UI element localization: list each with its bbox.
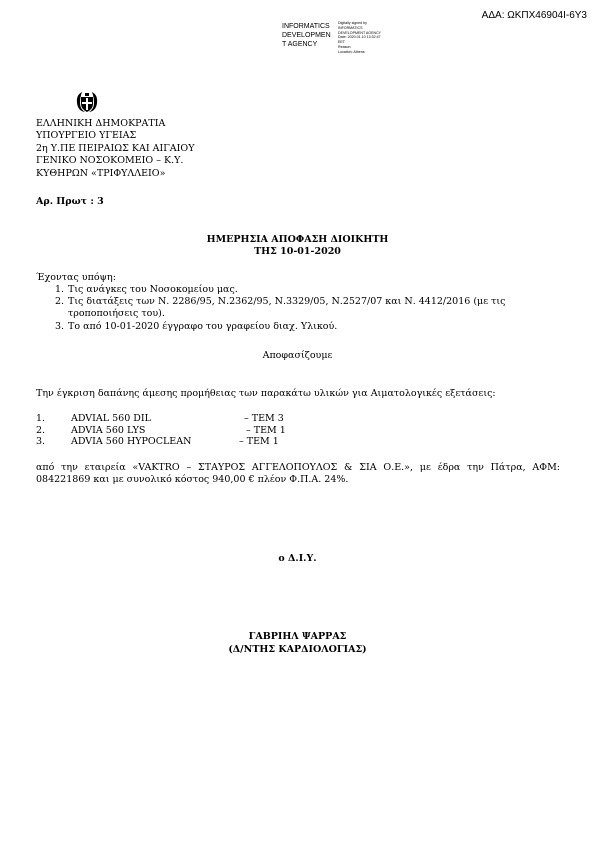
material-quantity: – TEM 3 — [244, 413, 284, 424]
greek-emblem-icon — [74, 89, 100, 115]
list-item — [36, 321, 558, 333]
signer-name: ΓΑΒΡΙΗΛ ΨΑΡΡΑΣ — [248, 631, 347, 642]
list-item-number: 2. — [55, 296, 65, 308]
decision-heading: Αποφασίζουμε — [262, 350, 333, 361]
list-item — [36, 284, 558, 296]
signer-title: (Δ/ΝΤΗΣ ΚΑΡΔΙΟΛΟΓΙΑΣ) — [228, 644, 367, 655]
header-line: ΓΕΝΙΚΟ ΝΟΣΟΚΟΜΕΙΟ – Κ.Υ. — [36, 155, 184, 167]
list-item-text: Το από 10-01-2020 έγγραφο του γραφείου διαχ. Υλικού. — [68, 320, 338, 332]
signature-detail-line: EET — [338, 40, 345, 45]
material-name: ADVIA 560 LYS — [71, 424, 146, 436]
material-number: 2. — [36, 424, 46, 436]
header-line: 2η Υ.ΠΕ ΠΕΙΡΑΙΩΣ ΚΑΙ ΑΙΓΑΙΟΥ — [36, 142, 195, 154]
agency-line: T AGENCY — [282, 41, 318, 48]
signature-agency — [282, 22, 331, 49]
signature-detail-line: Date: 2020.01.10 13:32:47 — [338, 35, 381, 40]
material-name: ADVIAL 560 DIL — [71, 413, 151, 424]
list-item — [36, 296, 558, 320]
list-item-text: Τις διατάξεις των Ν. 2286/95, Ν.2362/95, Ν.3329/05, Ν.2527/07 και Ν. 4412/2016 (με τις τροποποιήσεις του). — [68, 296, 506, 320]
document-date: ΤΗΣ 10-01-2020 — [254, 246, 341, 257]
document-title: ΗΜΕΡΗΣΙΑ ΑΠΟΦΑΣΗ ΔΙΟΙΚΗΤΗ — [206, 234, 389, 245]
agency-line: DEVELOPMEN — [282, 32, 331, 39]
agency-line: INFORMATICS — [282, 23, 330, 30]
signature-detail-line: INFORMATICS — [338, 25, 363, 30]
signature-detail-line: DEVELOPMENT AGENCY — [338, 30, 382, 35]
ada-code: ΑΔΑ: ΩΚΠΧ46904Ι-6Υ3 — [481, 10, 587, 21]
signer-role: ο Δ.Ι.Υ. — [278, 553, 317, 564]
material-quantity: – TEM 1 — [239, 436, 279, 447]
signature-block — [0, 630, 595, 656]
material-quantity: – TEM 1 — [246, 424, 286, 436]
signature-detail-line: Reason: — [338, 44, 352, 49]
header-line: ΚΥΘΗΡΩΝ «ΤΡΙΦΥΛΛΕΙΟ» — [36, 167, 166, 179]
list-item-text: Τις ανάγκες του Νοσοκομείου μας. — [68, 284, 238, 295]
material-number: 3. — [36, 436, 46, 447]
material-number: 1. — [36, 413, 46, 424]
given-label: Έχοντας υπόψη: — [36, 272, 116, 283]
approval-text: Την έγκριση δαπάνης άμεσης προμήθειας των παρακάτω υλικών για Αιματολογικές εξετάσεις: — [36, 388, 496, 399]
institution-header — [36, 118, 195, 180]
header-line: ΥΠΟΥΡΓΕΙΟ ΥΓΕΙΑΣ — [36, 130, 137, 142]
signature-details — [338, 21, 381, 55]
supplier-paragraph: από την εταιρεία «VAKTRO – ΣΤΑΥΡΟΣ ΑΓΓΕΛΟΠΟΥΛΟΣ & ΣΙΑ Ο.Ε.», με έδρα την Πάτρα, ΑΦΜ: 084221869 και με συνολικό κόστος 940,00 € πλέον Φ.Π.Α. 24%. — [36, 462, 560, 486]
given-list — [36, 284, 558, 333]
material-name: ADVIA 560 HYPOCLEAN — [71, 436, 192, 447]
signature-detail-line: Digitally signed by — [338, 21, 367, 25]
list-item-number: 1. — [55, 284, 65, 295]
signature-detail-line: Location: Athens — [338, 49, 365, 54]
list-item-number: 3. — [55, 320, 65, 332]
header-line: ΕΛΛΗΝΙΚΗ ΔΗΜΟΚΡΑΤΙΑ — [36, 118, 166, 129]
protocol-number: Αρ. Πρωτ : 3 — [36, 196, 104, 207]
